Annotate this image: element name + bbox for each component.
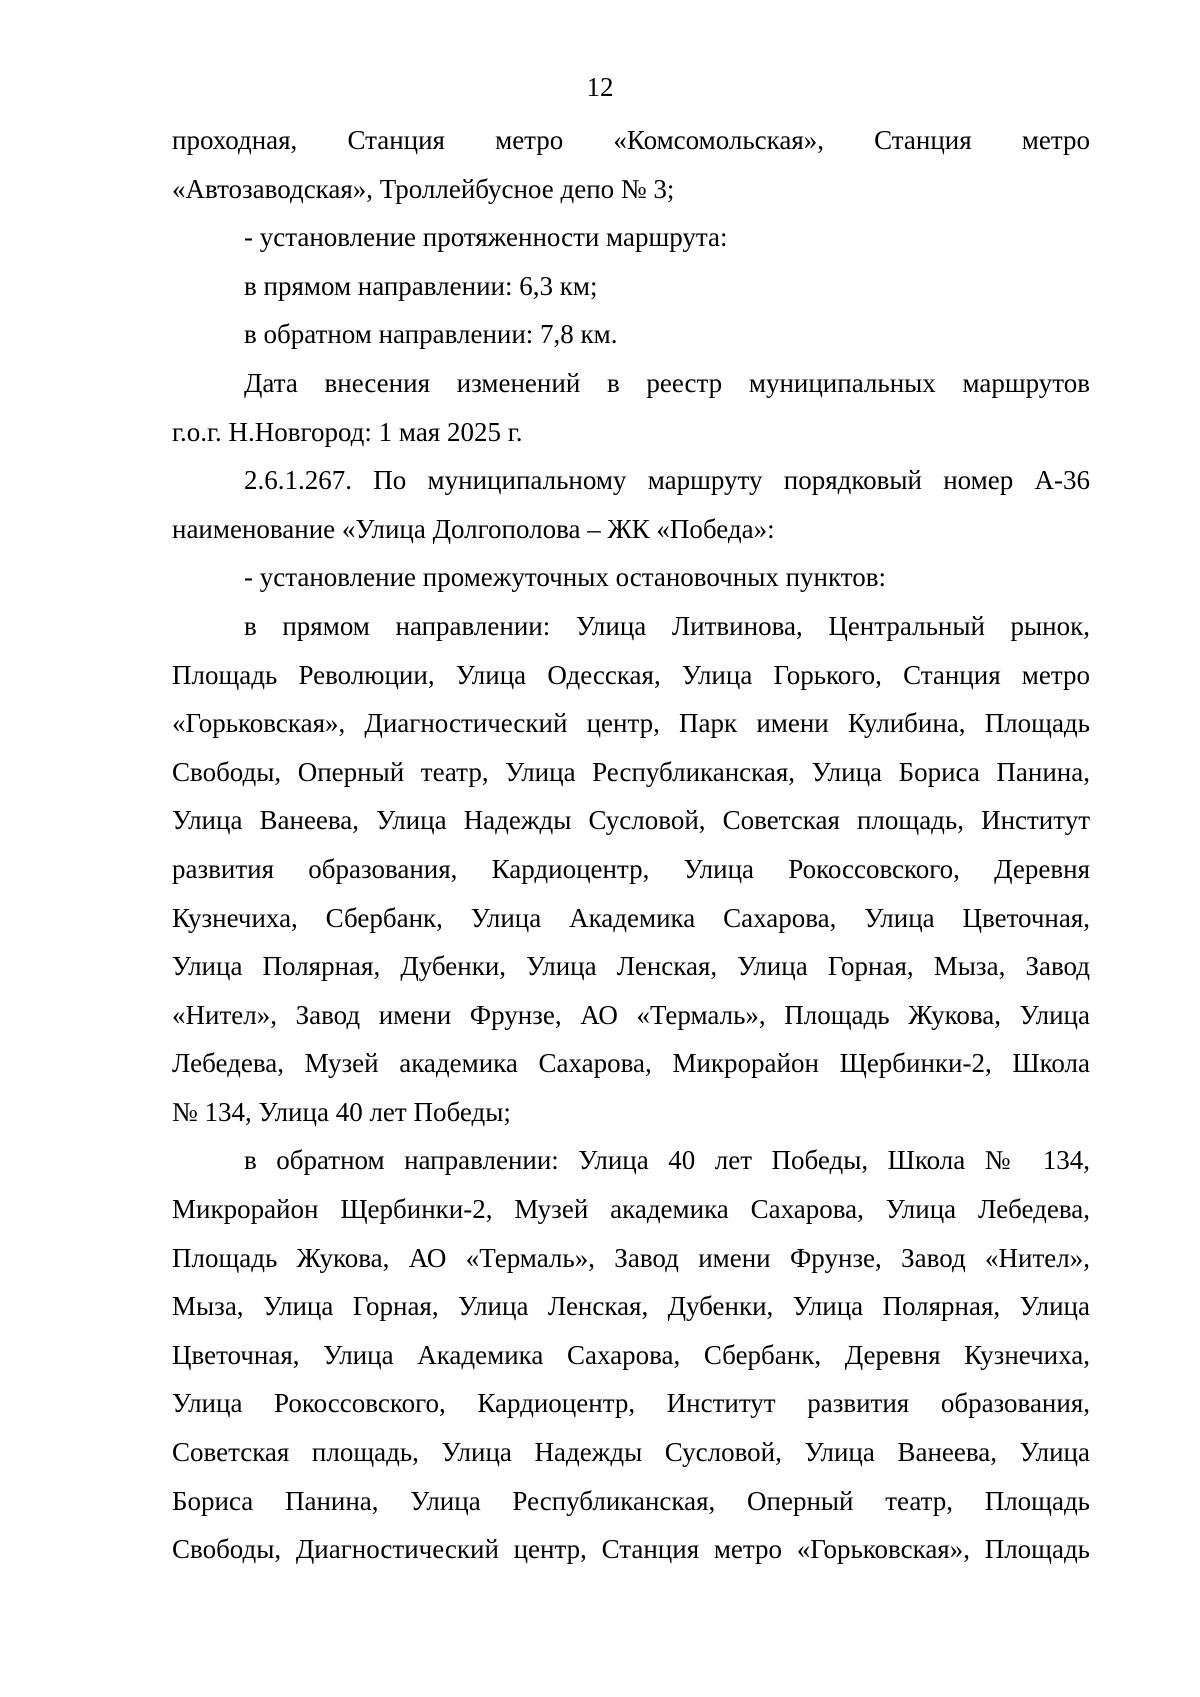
text-line: развития образования, Кардиоцентр, Улица Рокоссовского, Деревня xyxy=(172,853,1090,884)
text-line: Бориса Панина, Улица Республиканская, Оперный театр, Площадь xyxy=(172,1485,1090,1516)
text-line: Площадь Жукова, АО «Термаль», Завод имени Фрунзе, Завод «Нител», xyxy=(172,1242,1090,1273)
text-line: «Автозаводская», Троллейбусное депо № 3; xyxy=(172,173,675,204)
text-line: Площадь Революции, Улица Одесская, Улица Горького, Станция метро xyxy=(172,659,1090,690)
paragraph-reverse-length: в обратном направлении: 7,8 км. xyxy=(244,319,618,350)
paragraph-registry-date xyxy=(172,359,1090,456)
text-line: Улица Ванеева, Улица Надежды Сусловой, Советская площадь, Институт xyxy=(172,805,1090,836)
text-line: в обратном направлении: Улица 40 лет Победы, Школа № 134, xyxy=(244,1145,1090,1176)
text-line: Дата внесения изменений в реестр муниципальных маршрутов xyxy=(244,367,1090,398)
text-line: Улица Рокоссовского, Кардиоцентр, Институт развития образования, xyxy=(172,1388,1090,1419)
text-line: Кузнечиха, Сбербанк, Улица Академика Сахарова, Улица Цветочная, xyxy=(172,902,1090,933)
document-body xyxy=(172,116,1090,1574)
text-line: Лебедева, Музей академика Сахарова, Микрорайон Щербинки-2, Школа xyxy=(172,1048,1090,1079)
text-line: Советская площадь, Улица Надежды Сусловой, Улица Ванеева, Улица xyxy=(172,1437,1090,1468)
text-line: г.о.г. Н.Новгород: 1 мая 2025 г. xyxy=(172,416,523,447)
text-line: Свободы, Оперный театр, Улица Республиканская, Улица Бориса Панина, xyxy=(172,756,1090,787)
text-line: 2.6.1.267. По муниципальному маршруту порядковый номер А-36 xyxy=(244,465,1090,496)
paragraph-reverse-stops xyxy=(172,1136,1090,1573)
paragraph-route-a36-title xyxy=(172,456,1090,553)
text-line: Улица Полярная, Дубенки, Улица Ленская, Улица Горная, Мыза, Завод xyxy=(172,951,1090,982)
text-line: № 134, Улица 40 лет Победы; xyxy=(172,1096,511,1127)
text-line: Мыза, Улица Горная, Улица Ленская, Дубенки, Улица Полярная, Улица xyxy=(172,1291,1090,1322)
paragraph-stops-continuation xyxy=(172,116,1090,213)
paragraph-forward-length: в прямом направлении: 6,3 км; xyxy=(244,270,598,301)
text-line: Микрорайон Щербинки-2, Музей академика Сахарова, Улица Лебедева, xyxy=(172,1194,1090,1225)
text-line: «Нител», Завод имени Фрунзе, АО «Термаль», Площадь Жукова, Улица xyxy=(172,999,1090,1030)
text-line: проходная, Станция метро «Комсомольская», Станция метро xyxy=(172,125,1090,155)
page-number: 12 xyxy=(586,72,614,102)
paragraph-forward-stops xyxy=(172,602,1090,1137)
text-line: Свободы, Диагностический центр, Станция метро «Горьковская», Площадь xyxy=(172,1534,1090,1565)
paragraph-route-length-heading: - установление протяженности маршрута: xyxy=(244,222,728,253)
paragraph-stops-heading: - установление промежуточных остановочных пунктов: xyxy=(244,562,886,593)
text-line: «Горьковская», Диагностический центр, Парк имени Кулибина, Площадь xyxy=(172,708,1090,739)
text-line: в прямом направлении: Улица Литвинова, Центральный рынок, xyxy=(244,610,1090,641)
text-line: наименование «Улица Долгополова – ЖК «Победа»: xyxy=(172,513,775,544)
text-line: Цветочная, Улица Академика Сахарова, Сбербанк, Деревня Кузнечиха, xyxy=(172,1339,1090,1370)
